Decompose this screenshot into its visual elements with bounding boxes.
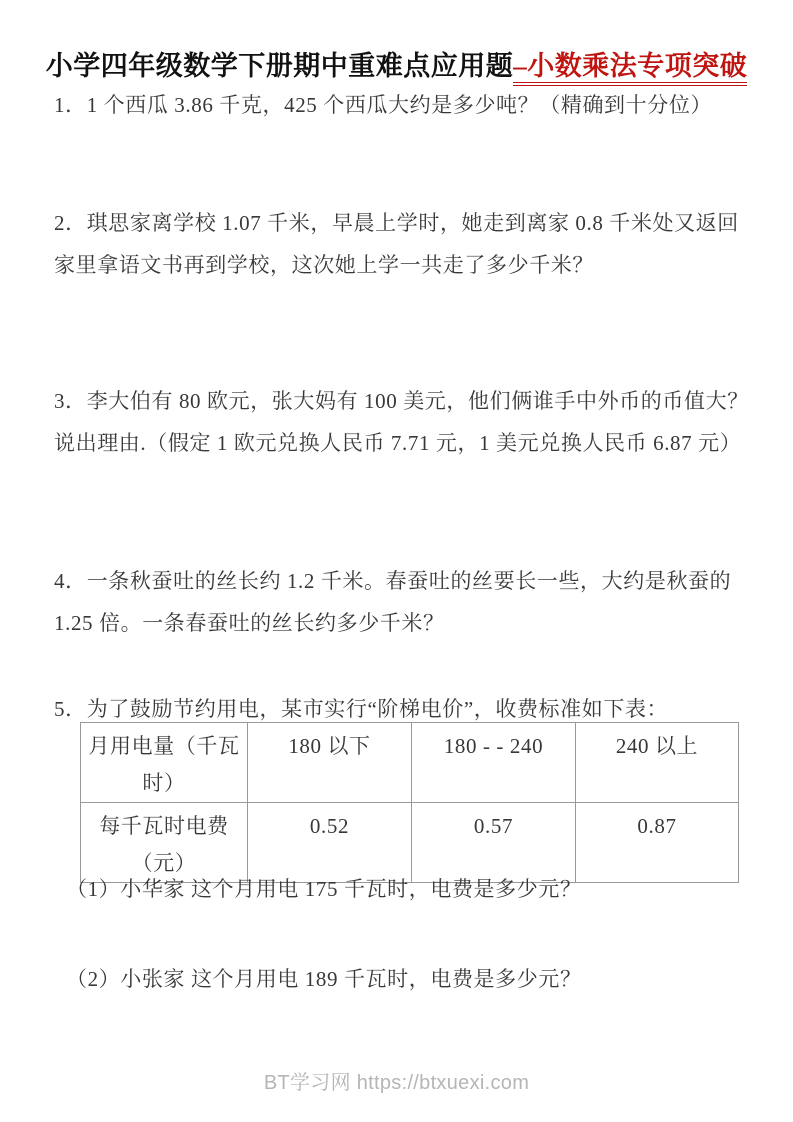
question-3 [54, 380, 754, 464]
question-3-line-1: 3．李大伯有 80 欧元，张大妈有 100 美元，他们俩谁手中外币的币值大？ [54, 389, 749, 413]
question-4-line-2: 1.25 倍。一条春蚕吐的丝长约多少千米？ [54, 611, 445, 635]
page-title-black: 小学四年级数学下册期中重难点应用题 [45, 51, 514, 81]
question-3-line-2: 说出理由.（假定 1 欧元兑换人民币 7.71 元，1 美元兑换人民币 6.87 元） [54, 431, 742, 455]
price-label-line-1: 每千瓦时电费 [99, 814, 229, 838]
question-1 [54, 84, 754, 126]
question-4 [54, 560, 754, 644]
table-cell-price-1: 0.52 [248, 803, 412, 883]
table-cell-usage-label [81, 723, 248, 803]
table-row-usage [81, 723, 739, 803]
electricity-rate-table [80, 722, 739, 883]
table-cell-tier-2: 180 - - 240 [412, 723, 576, 803]
question-2-line-1: 2．琪思家离学校 1.07 千米，早晨上学时，她走到离家 0.8 千米处又返回 [54, 211, 739, 235]
sub-question-1 [66, 868, 766, 910]
question-5-line-1: 5．为了鼓励节约用电，某市实行“阶梯电价”，收费标准如下表： [54, 697, 669, 721]
sub-question-1-line-1: （1）小华家 这个月用电 175 千瓦时，电费是多少元？ [66, 877, 582, 901]
question-4-line-1: 4．一条秋蚕吐的丝长约 1.2 千米。春蚕吐的丝要长一些，大约是秋蚕的 [54, 569, 732, 593]
usage-label-line-1: 月用电量（千瓦 [88, 734, 240, 758]
sub-question-2-line-1: （2）小张家 这个月用电 189 千瓦时，电费是多少元？ [66, 967, 582, 991]
page-title [0, 44, 793, 83]
price-label-line-2: （元） [131, 851, 197, 875]
usage-label-line-2: 时） [142, 771, 186, 795]
table-cell-tier-1: 180 以下 [248, 723, 412, 803]
question-2 [54, 202, 754, 286]
watermark-text: BT学习网 https://btxuexi.com [263, 1072, 530, 1094]
table-cell-price-3: 0.87 [576, 803, 739, 883]
page-title-red-underlined: –小数乘法专项突破 [513, 51, 747, 86]
table-cell-tier-3: 240 以上 [576, 723, 739, 803]
table-cell-price-2: 0.57 [412, 803, 576, 883]
sub-question-2 [66, 958, 766, 1000]
question-2-line-2: 家里拿语文书再到学校，这次她上学一共走了多少千米？ [54, 253, 594, 277]
question-1-line-1: 1．1 个西瓜 3.86 千克，425 个西瓜大约是多少吨？（精确到十分位） [54, 93, 713, 117]
